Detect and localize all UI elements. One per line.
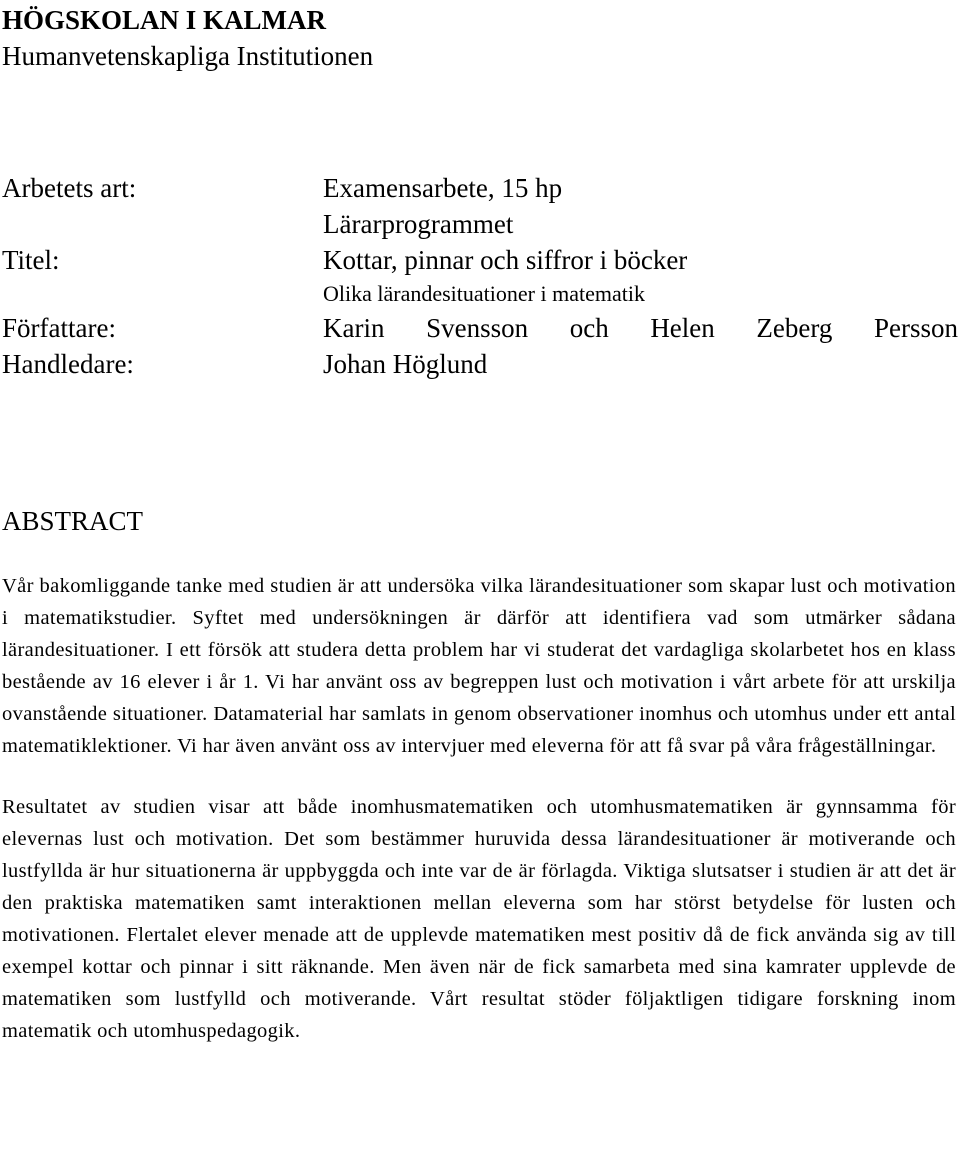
supervisor-label: Handledare:	[2, 349, 134, 379]
subtitle-row	[2, 278, 958, 310]
authors-row	[2, 310, 958, 346]
program-row	[2, 206, 958, 242]
abstract-paragraph: Vår bakomliggande tanke med studien är att undersöka vilka lärandesituationer som skapar lust och motivation i matematikstudier. Syftet med undersökningen är därför att identifiera vad som utmärker sådana lärandesituationer. I ett försök att studera detta problem har vi studerat det vardagliga skolarbetet hos en klass bestående av 16 elever i år 1. Vi har använt oss av begreppen lust och motivation i vårt arbete för att urskilja ovanstående situationer. Datamaterial har samlats in genom observationer inomhus och utomhus under ett antal matematiklektioner. Vi har även använt oss av intervjuer med eleverna för att få svar på våra frågeställningar.	[2, 575, 956, 757]
work-type-label: Arbetets art:	[2, 173, 137, 203]
thesis-metadata	[2, 170, 958, 382]
authors-value	[323, 310, 958, 346]
author-word: Karin	[323, 313, 385, 343]
title-value: Kottar, pinnar och siffror i böcker	[323, 245, 688, 275]
abstract-paragraph: Resultatet av studien visar att både inomhusmatematiken och utomhusmatematiken är gynnsamma för elevernas lust och motivation. Det som bestämmer huruvida dessa lärandesituationer är motiverande och lustfyllda är hur situationerna är uppbyggda och inte var de är förlagda. Viktiga slutsatser i studien är att det är den praktiska matematiken samt interaktionen mellan eleverna som har störst betydelse för lusten och motivationen. Flertalet elever menade att de upplevde matematiken mest positiv då de fick använda sig av till exempel kottar och pinnar i sitt räknande. Men även när de fick samarbeta med sina kamrater upplevde de matematiken som lustfylld och motiverande. Vårt resultat stöder följaktligen tidigare forskning inom matematik och utomhuspedagogik.	[2, 796, 956, 1042]
authors-label: Författare:	[2, 313, 116, 343]
abstract-body	[2, 570, 956, 1047]
work-type-value: Examensarbete, 15 hp	[323, 173, 563, 203]
supervisor-row	[2, 346, 958, 382]
abstract-heading: ABSTRACT	[2, 506, 144, 536]
author-word: Svensson	[426, 313, 529, 343]
title-label: Titel:	[2, 245, 60, 275]
supervisor-value: Johan Höglund	[323, 349, 488, 379]
work-type-row	[2, 170, 958, 206]
subtitle-value: Olika lärandesituationer i matematik	[323, 281, 645, 306]
author-word: Helen	[650, 313, 715, 343]
title-row	[2, 242, 958, 278]
author-word: och	[569, 313, 609, 343]
institution-name: HÖGSKOLAN I KALMAR	[2, 5, 327, 35]
program-value: Lärarprogrammet	[323, 209, 514, 239]
author-word: Persson	[873, 313, 958, 343]
author-word: Zeberg	[756, 313, 833, 343]
department-name: Humanvetenskapliga Institutionen	[2, 41, 374, 71]
